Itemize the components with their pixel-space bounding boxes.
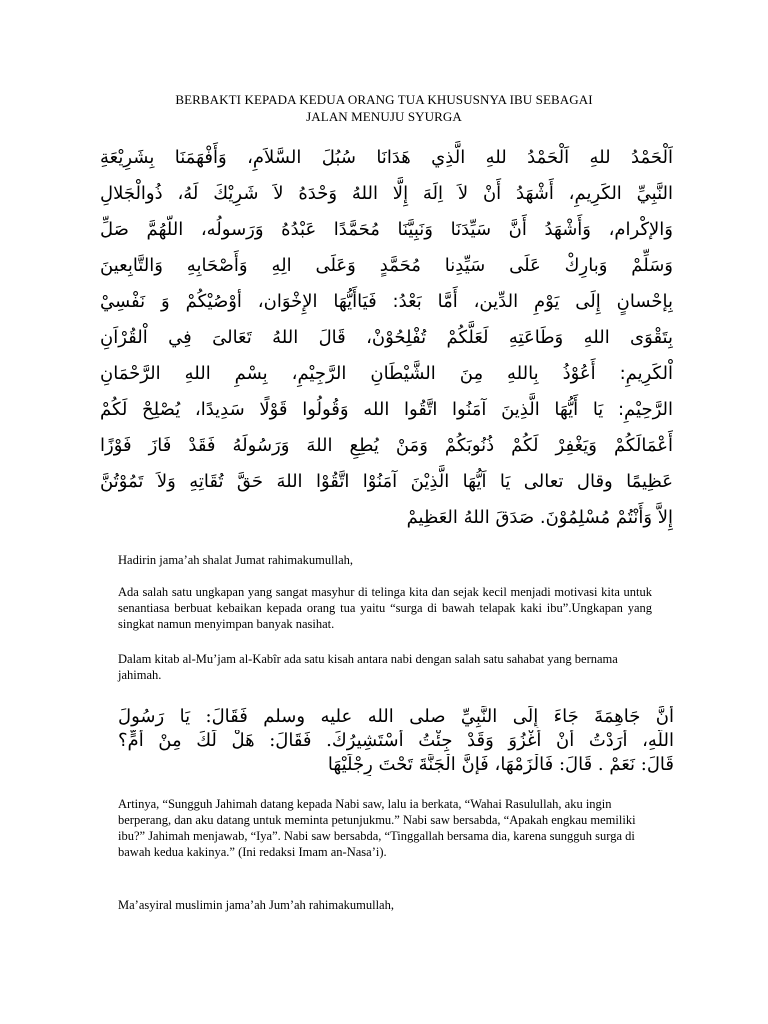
body-paragraph-1: Ada salah satu ungkapan yang sangat masyhur di telinga kita dan sejak kecil menjadi motivasi kita untuk senantiasa berbuat kebaikan kepada orang tua yaitu “surga di bawah telapak kaki ibu”.Ungkapan yang singkat namun menyimpan banyak nasihat. [118, 585, 652, 631]
hadith-arabic-line: اللَّهِ، أَرَدْتُ أَنْ أَغْزُوَ وَقَدْ جِئْتُ أَسْتَشِيرُكَ. فَقَالَ: هَلْ لَكَ مِنْ أُمٍّ؟ [118, 730, 674, 751]
document-title-line-2: JALAN MENUJU SYURGA [306, 109, 462, 124]
hadith-arabic-line: أَنَّ جَاهِمَةَ جَاءَ إِلَى النَّبِيِّ صلى الله عليه وسلم فَقَالَ: يَا رَسُولَ [118, 706, 674, 727]
body-paragraph-2: Dalam kitab al-Mu’jam al-Kabîr ada satu kisah antara nabi dengan salah satu sahabat yang bernama jahimah. [118, 652, 618, 682]
opening-arabic-line: وَسَلِّمْ وَبارِكْ عَلَى سَيِّدِنا مُحَمَّدٍ وَعَلَى الِهِ وَأَصْحَابِهِ وَالتَّابِعينَ [100, 255, 673, 276]
opening-arabic-line: إِلاَّ وَأَنْتُمْ مُسْلِمُوْنَ. صَدَقَ اللهُ العَظِيمْ [406, 507, 673, 528]
opening-arabic-line: الرَّحِيْمِ: يَا أَيُّهَا الَّذِينَ آمَنُوا اتَّقُوا الله وَقُولُوا قَوْلًا سَدِيدًا، يُصْلِحْ لَكُمْ [100, 399, 673, 420]
opening-arabic-line: النَّبِيِّ الكَرِيمِ، أَشْهَدُ أَنْ لاَ اِلَهَ إِلَّا اللهُ وَحْدَهُ لاَ شَرِيْكَ لَهُ، ذُوالْجَلالِ [100, 183, 673, 204]
translation-paragraph: Artinya, “Sungguh Jahimah datang kepada Nabi saw, lalu ia berkata, “Wahai Rasulullah, aku ingin berperang, dan aku datang untuk meminta petunjukmu.” Nabi saw bersabda, “Apakah engkau memiliki ibu?” Jahimah menjawab, “Iya”. Nabi saw bersabda, “Tinggallah bersama dia, karena sungguh surga di bawah kedua kakinya.” (Ini redaksi Imam an-Nasa’i). [118, 797, 636, 859]
opening-arabic-line: اَلْحَمْدُ للهِ اَلْحَمْدُ للهِ الَّذِي هَدَانَا سُبُلَ السَّلاَمِ، وَأَفْهَمَنَا بِشَرِيْعَةِ [100, 147, 673, 168]
opening-arabic-line: بِتَقْوَى اللهِ وَطَاعَتِهِ لَعَلَّكُمْ تُفْلِحُوْنْ، قَالَ اللهُ تَعَالىَ فِي اْلقُرْاَنِ [100, 327, 673, 348]
opening-arabic-line: عَظِيمًا وقال تعالى يَا اَيُّهَا الَّذِيْنَ آمَنُوْا اتَّقُوْا اللهَ حَقَّ تُقَاتِهِ وَلاَ تَمُوْتُنَّ [100, 471, 673, 492]
hadith-arabic-line: قَالَ: نَعَمْ . قَالَ: فَالْزَمْهَا، فَإِنَّ الْجَنَّةَ تَحْتَ رِجْلَيْهَا [327, 754, 674, 775]
opening-arabic-line: وَالإكْرام، وَأَشْهَدُ أَنَّ سَيِّدَنَا وَنَبِيَّنَا مُحَمَّدًا عَبْدُهُ وَرَسولُه، اللّهُمَّ صَلِّ [100, 219, 673, 240]
closing-greeting: Ma’asyiral muslimin jama’ah Jum’ah rahimakumullah, [118, 898, 394, 912]
opening-arabic-line: اْلكَرِيمِ: أَعُوْذُ بِاللهِ مِنَ الشَّيْطَانِ الرَّجِيْمِ، بِسْمِ اللهِ الرَّحْمَانِ [100, 363, 673, 384]
document-title-line-1: BERBAKTI KEPADA KEDUA ORANG TUA KHUSUSNYA IBU SEBAGAI [175, 92, 593, 107]
opening-arabic-line: أَعْمَالَكُمْ وَيَغْفِرْ لَكُمْ ذُنُوبَكُمْ وَمَنْ يُطِعِ اللهَ وَرَسُولَهُ فَقَدْ فَازَ فَوْزًا [100, 435, 673, 456]
opening-arabic-line: بِإحْسانٍ إِلَى يَوْمِ الدِّين، أَمَّا بَعْدُ: فَيَاأَيُّهَا الإِخْوَان، أوْصُيْكُمْ وَ نَفْسِيْ [100, 291, 673, 312]
greeting-paragraph: Hadirin jama’ah shalat Jumat rahimakumullah, [118, 553, 353, 567]
